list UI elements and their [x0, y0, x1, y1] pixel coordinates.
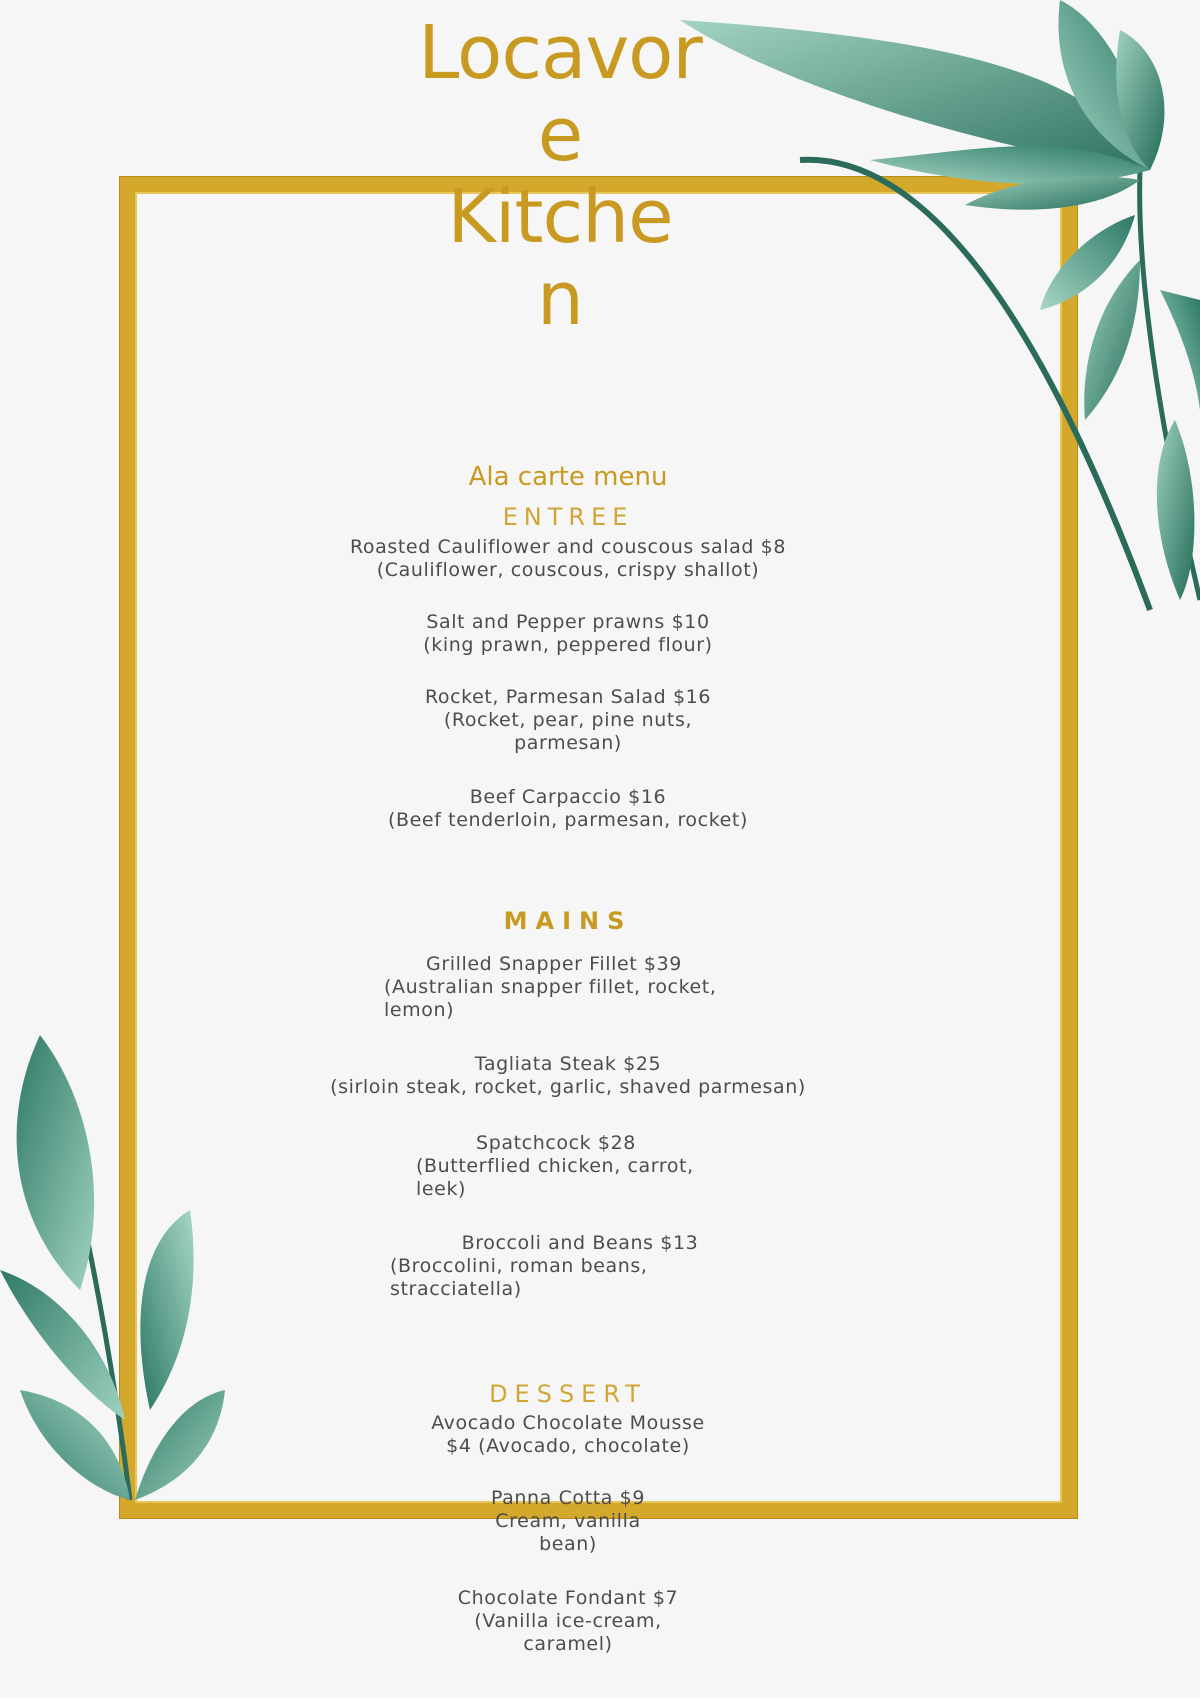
title-line: Kitche — [447, 174, 673, 260]
menu-item — [418, 1412, 718, 1458]
menu-item — [416, 1132, 696, 1201]
menu-item-name: Spatchcock $28 — [476, 1132, 636, 1154]
menu-item — [448, 1587, 688, 1656]
menu-subtitle: Ala carte menu — [468, 462, 668, 492]
menu-item-description: (Cauliflower, couscous, crispy shallot) — [376, 559, 760, 581]
menu-item — [488, 1487, 648, 1556]
section-heading-dessert: DESSERT — [489, 1380, 647, 1408]
menu-item-description: $4 (Avocado, chocolate) — [446, 1435, 690, 1457]
title-line: Locavor — [418, 10, 702, 96]
menu-item — [300, 536, 836, 582]
menu-item-name: Tagliata Steak $25 — [474, 1053, 662, 1075]
menu-item-description: (Beef tenderloin, parmesan, rocket) — [388, 809, 748, 831]
menu-item-name: Avocado Chocolate Mousse — [431, 1412, 705, 1434]
menu-item-description: Cream, vanilla bean) — [495, 1510, 641, 1555]
menu-item — [384, 953, 724, 1022]
menu-item-description: (Vanilla ice-cream, caramel) — [474, 1610, 662, 1655]
menu-item-description: (king prawn, peppered flour) — [423, 634, 713, 656]
restaurant-title — [415, 12, 705, 340]
section-heading-mains: MAINS — [503, 907, 633, 935]
menu-item-description: (Rocket, pear, pine nuts, parmesan) — [443, 709, 693, 754]
section-heading-entree: ENTREE — [502, 503, 634, 531]
menu-item-name: Rocket, Parmesan Salad $16 — [424, 686, 712, 708]
leaf-decoration-bottom-left — [0, 1020, 240, 1520]
menu-item-name: Chocolate Fondant $7 — [457, 1587, 679, 1609]
menu-item-name: Grilled Snapper Fillet $39 — [426, 953, 682, 975]
menu-item-name: Broccoli and Beans $13 — [461, 1232, 699, 1254]
menu-item-name: Beef Carpaccio $16 — [469, 786, 667, 808]
menu-item-name: Roasted Cauliflower and couscous salad $8 — [349, 536, 787, 558]
menu-item-description: (Broccolini, roman beans, stracciatella) — [390, 1255, 648, 1300]
menu-item — [350, 786, 786, 832]
menu-item-name: Salt and Pepper prawns $10 — [426, 611, 710, 633]
menu-item-description: (sirloin steak, rocket, garlic, shaved parmesan) — [330, 1076, 806, 1098]
title-line: n — [537, 256, 583, 342]
menu-item-description: (Australian snapper fillet, rocket, lemon) — [384, 976, 717, 1021]
menu-item — [318, 1053, 818, 1099]
menu-item — [400, 611, 736, 657]
menu-item-description: (Butterflied chicken, carrot, leek) — [416, 1155, 694, 1200]
menu-item-name: Panna Cotta $9 — [490, 1487, 646, 1509]
menu-item — [390, 1232, 710, 1301]
menu-item — [418, 686, 718, 755]
title-line: e — [537, 92, 583, 178]
